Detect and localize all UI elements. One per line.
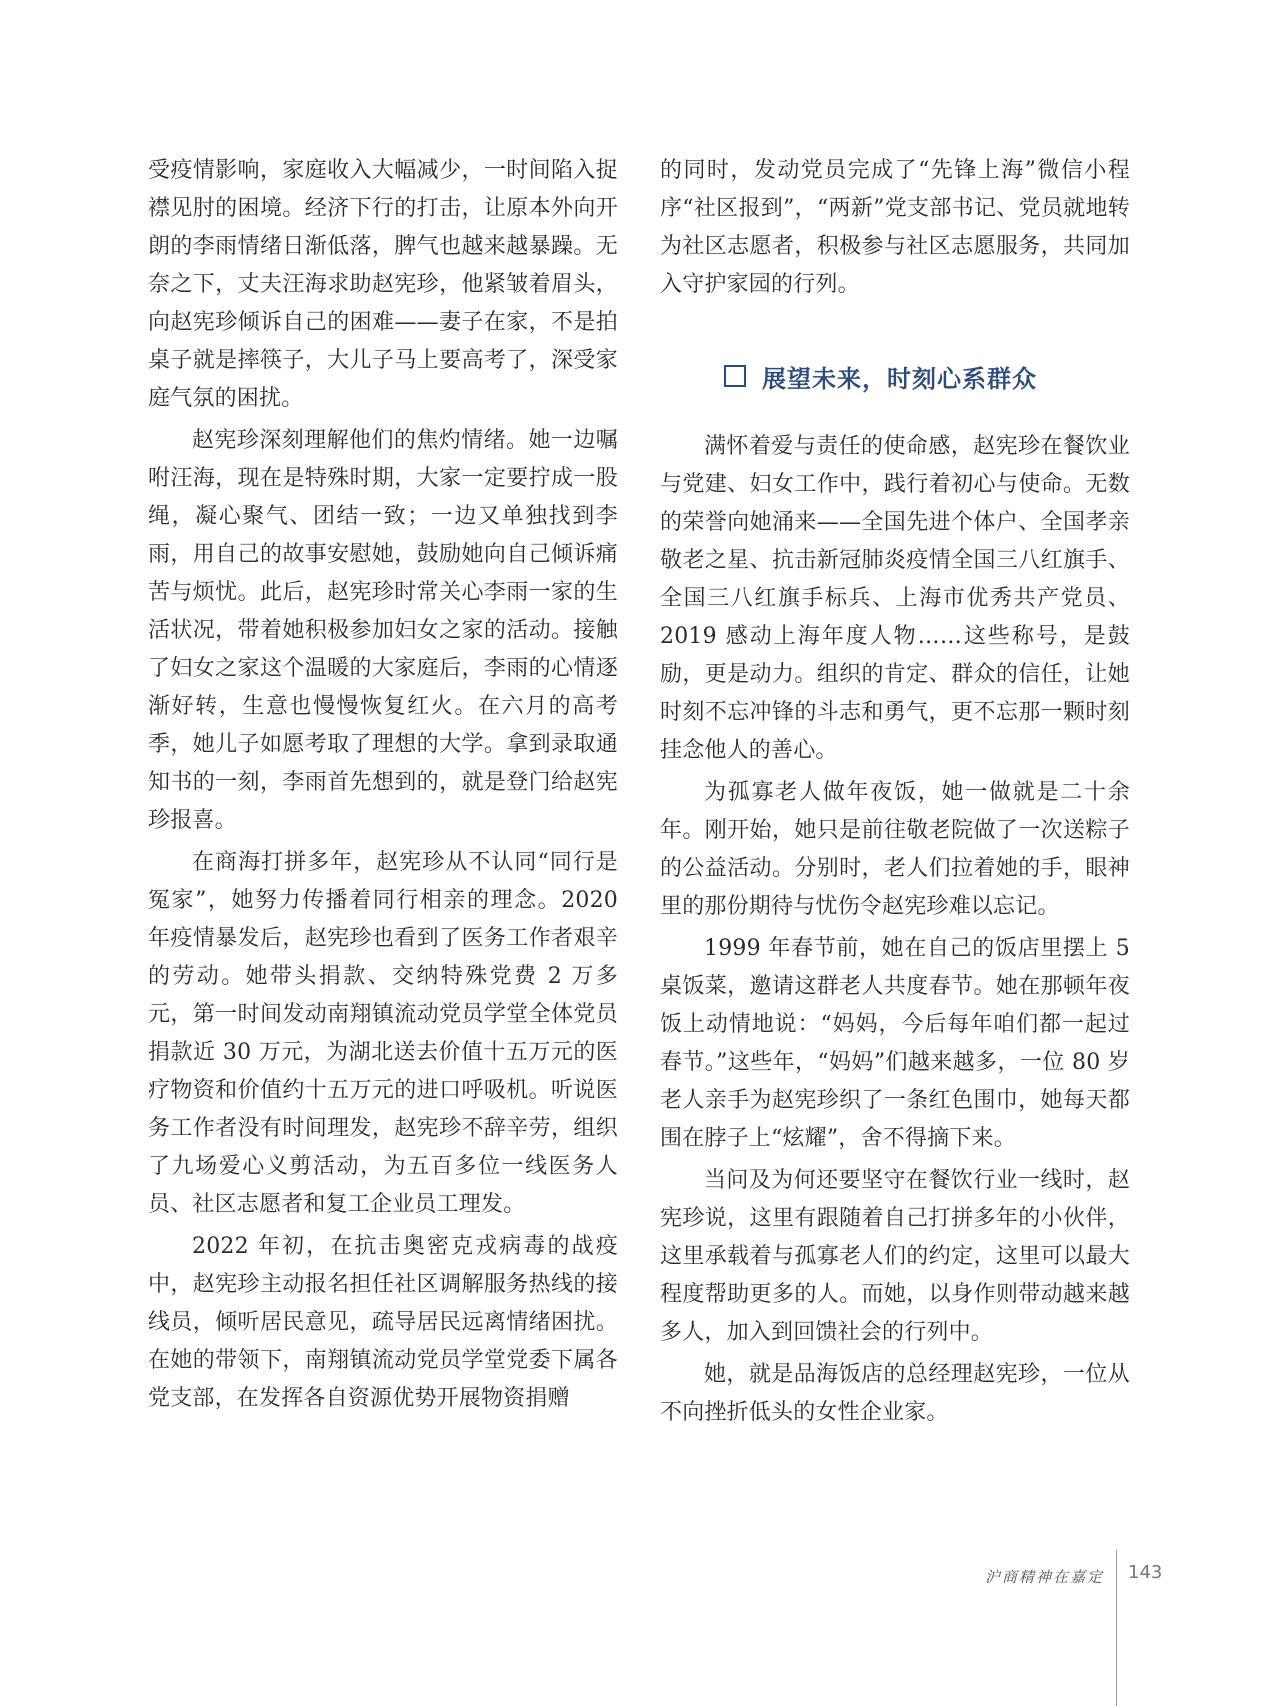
running-footer-title: 沪商精神在嘉定 <box>984 1568 1104 1586</box>
body-paragraph: 2022 年初，在抗击奥密克戎病毒的战疫中，赵宪珍主动报名担任社区调解服务热线的接线员，倾听居民意见，疏导居民远离情绪困扰。在她的带领下，南翔镇流动党员学堂党委下属各党支部，在发挥各自资源优势开展物资捐赠 <box>148 1234 618 1411</box>
footer-divider <box>1116 1550 1117 1706</box>
right-column <box>660 152 1130 1432</box>
body-paragraph: 赵宪珍深刻理解他们的焦灼情绪。她一边嘱咐汪海，现在是特殊时期，大家一定要拧成一股绳，凝心聚气、团结一致；一边又单独找到李雨，用自己的故事安慰她，鼓励她向自己倾诉痛苦与烦忧。此后，赵宪珍时常关心李雨一家的生活状况，带着她积极参加妇女之家的活动。接触了妇女之家这个温暖的大家庭后，李雨的心情逐渐好转，生意也慢慢恢复红火。在六月的高考季，她儿子如愿考取了理想的大学。拿到录取通知书的一刻，李雨首先想到的，就是登门给赵宪珍报喜。 <box>148 428 618 833</box>
section-heading-text: 展望未来，时刻心系群众 <box>762 364 1037 393</box>
body-paragraph: 受疫情影响，家庭收入大幅减少，一时间陷入捉襟见肘的困境。经济下行的打击，让原本外向开朗的李雨情绪日渐低落，脾气也越来越暴躁。无奈之下，丈夫汪海求助赵宪珍，他紧皱着眉头，向赵宪珍倾诉自己的困难——妻子在家，不是拍桌子就是摔筷子，大儿子马上要高考了，深受家庭气氛的困扰。 <box>148 158 618 411</box>
page-number: 143 <box>1128 1562 1163 1583</box>
body-paragraph-continuation: 的同时，发动党员完成了“先锋上海”微信小程序“社区报到”，“两新”党支部书记、党员就地转为社区志愿者，积极参与社区志愿服务，共同加入守护家园的行列。 <box>660 158 1130 297</box>
square-bullet-icon <box>724 365 746 387</box>
body-paragraph: 当问及为何还要坚守在餐饮行业一线时，赵宪珍说，这里有跟随着自己打拼多年的小伙伴，这里承载着与孤寡老人们的约定，这里可以最大程度帮助更多的人。而她，以身作则带动越来越多人，加入到回馈社会的行列中。 <box>660 1168 1130 1345</box>
body-paragraph: 她，就是品海饭店的总经理赵宪珍，一位从不向挫折低头的女性企业家。 <box>660 1362 1130 1425</box>
body-paragraph: 为孤寡老人做年夜饭，她一做就是二十余年。刚开始，她只是前往敬老院做了一次送粽子的公益活动。分别时，老人们拉着她的手，眼神里的那份期待与忧伤令赵宪珍难以忘记。 <box>660 780 1130 919</box>
section-heading <box>724 356 1130 396</box>
body-paragraph: 在商海打拼多年，赵宪珍从不认同“同行是冤家”，她努力传播着同行相亲的理念。2020 年疫情暴发后，赵宪珍也看到了医务工作者艰辛的劳动。她带头捐款、交纳特殊党费 2 万多元，第一时间发动南翔镇流动党员学堂全体党员捐款近 30 万元，为湖北送去价值十五万元的医疗物资和价值约十五万元的进口呼吸机。听说医务工作者没有时间理发，赵宪珍不辞辛劳，组织了九场爱心义剪活动，为五百多位一线医务人员、社区志愿者和复工企业员工理发。 <box>148 850 618 1217</box>
body-paragraph: 1999 年春节前，她在自己的饭店里摆上 5 桌饭菜，邀请这群老人共度春节。她在那顿年夜饭上动情地说：“妈妈，今后每年咱们都一起过春节。”这些年，“妈妈”们越来越多，一位 80 岁老人亲手为赵宪珍织了一条红色围巾，她每天都围在脖子上“炫耀”，舍不得摘下来。 <box>660 936 1130 1151</box>
body-paragraph: 满怀着爱与责任的使命感，赵宪珍在餐饮业与党建、妇女工作中，践行着初心与使命。无数的荣誉向她涌来——全国先进个体户、全国孝亲敬老之星、抗击新冠肺炎疫情全国三八红旗手、全国三八红旗手标兵、上海市优秀共产党员、2019 感动上海年度人物……这些称号，是鼓励，更是动力。组织的肯定、群众的信任，让她时刻不忘冲锋的斗志和勇气，更不忘那一颗时刻挂念他人的善心。 <box>660 434 1130 763</box>
left-column <box>148 152 618 1418</box>
